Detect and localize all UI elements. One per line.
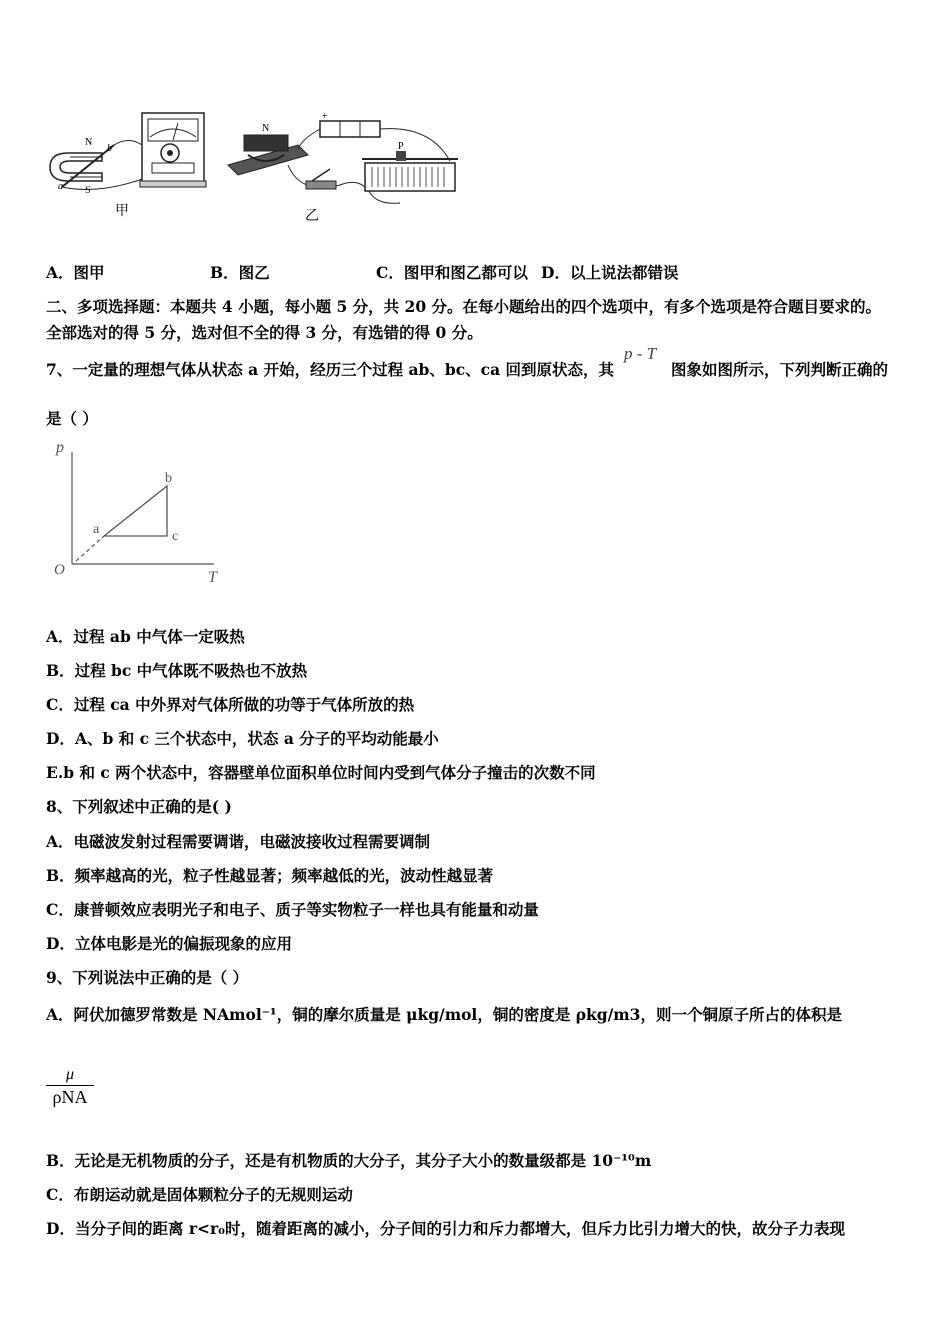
fraction-bar	[46, 1085, 94, 1086]
q9-option-c: C．布朗运动就是固体颗粒分子的无规则运动	[46, 1185, 353, 1204]
point-c-label: c	[172, 529, 179, 544]
q6-option-a: A．图甲	[46, 263, 105, 282]
rheostat	[365, 163, 455, 191]
formula-denominator: ρNA	[52, 1087, 88, 1107]
magnet-s-label: S	[85, 185, 91, 196]
point-b-label: b	[165, 471, 172, 486]
q6-option-b: B．图乙	[210, 263, 270, 282]
formula-numerator: μ	[65, 1066, 75, 1083]
q6-option-c: C．图甲和图乙都可以	[376, 263, 528, 282]
wire-a-label: a	[58, 181, 63, 192]
q8-option-d: D．立体电影是光的偏振现象的应用	[46, 934, 292, 953]
magnet-yi-n: N	[262, 123, 270, 134]
q7-stem-part1: 7、一定量的理想气体从状态 a 开始，经历三个过程 ab、bc、ca 回到原状态，其	[46, 360, 615, 379]
q7-option-d: D．A、b 和 c 三个状态中，状态 a 分子的平均动能最小	[46, 729, 439, 748]
slider-p-label: P	[398, 141, 404, 152]
q6-option-d: D．以上说法都错误	[541, 263, 679, 282]
section2-line1: 二、多项选择题：本题共 4 小题，每小题 5 分，共 20 分。在每小题给出的四个选项中，有多个选项是符合题目要求的。	[46, 297, 882, 316]
cycle-abc	[104, 486, 167, 536]
switch	[306, 181, 336, 189]
q7-option-a: A．过程 ab 中气体一定吸热	[46, 627, 245, 646]
q7-stem-part2: 图象如图所示，下列判断正确的	[671, 360, 889, 379]
q8-option-a: A．电磁波发射过程需要调谐，电磁波接收过程需要调制	[46, 832, 431, 851]
q7-option-e: E.b 和 c 两个状态中，容器壁单位面积单位时间内受到气体分子撞击的次数不同	[46, 763, 596, 782]
q8-option-b: B．频率越高的光，粒子性越显著；频率越低的光，波动性越显著	[46, 866, 494, 885]
axis-t-label: T	[208, 569, 217, 586]
point-a-label: a	[93, 522, 100, 537]
q9-stem: 9、下列说法中正确的是（ ）	[46, 968, 249, 987]
q9-option-b: B．无论是无机物质的分子，还是有机物质的大分子，其分子大小的数量级都是 10⁻¹⁰m	[46, 1151, 652, 1170]
axis-p-label: p	[56, 439, 64, 456]
label-yi: 乙	[305, 209, 319, 224]
q7-pt-label: p - T	[624, 344, 657, 363]
q8-option-c: C．康普顿效应表明光子和电子、质子等实物粒子一样也具有能量和动量	[46, 900, 539, 919]
q8-stem: 8、下列叙述中正确的是( )	[46, 797, 232, 816]
label-jia: 甲	[115, 204, 129, 219]
q9-option-d: D．当分子间的距离 r<r₀时，随着距离的减小，分子间的引力和斥力都增大，但斥力比引力增大的快，故分子力表现	[46, 1219, 845, 1238]
q7-stem-line2: 是（ ）	[46, 409, 98, 428]
q9-option-a: A．阿伏加德罗常数是 NAmol⁻¹，铜的摩尔质量是 μkg/mol，铜的密度是 ρkg/m3，则一个铜原子所占的体积是	[46, 1005, 842, 1024]
volume-formula	[46, 1066, 94, 1107]
section2-line2: 全部选对的得 5 分，选对但不全的得 3 分，有选错的得 0 分。	[46, 323, 483, 342]
magnet-n-label: N	[85, 137, 93, 148]
q7-option-b: B．过程 bc 中气体既不吸热也不放热	[46, 661, 308, 680]
apparatus-figure	[40, 105, 470, 230]
wire-b-label: b	[107, 143, 112, 154]
q6-options	[46, 261, 906, 283]
dashed-extension	[76, 536, 104, 561]
svg-text:+: +	[322, 111, 328, 122]
origin-label: O	[54, 562, 65, 578]
magnet-yi	[244, 135, 288, 151]
battery	[320, 121, 380, 137]
pt-graph	[46, 436, 236, 586]
q7-option-c: C．过程 ca 中外界对气体所做的功等于气体所放的热	[46, 695, 415, 714]
